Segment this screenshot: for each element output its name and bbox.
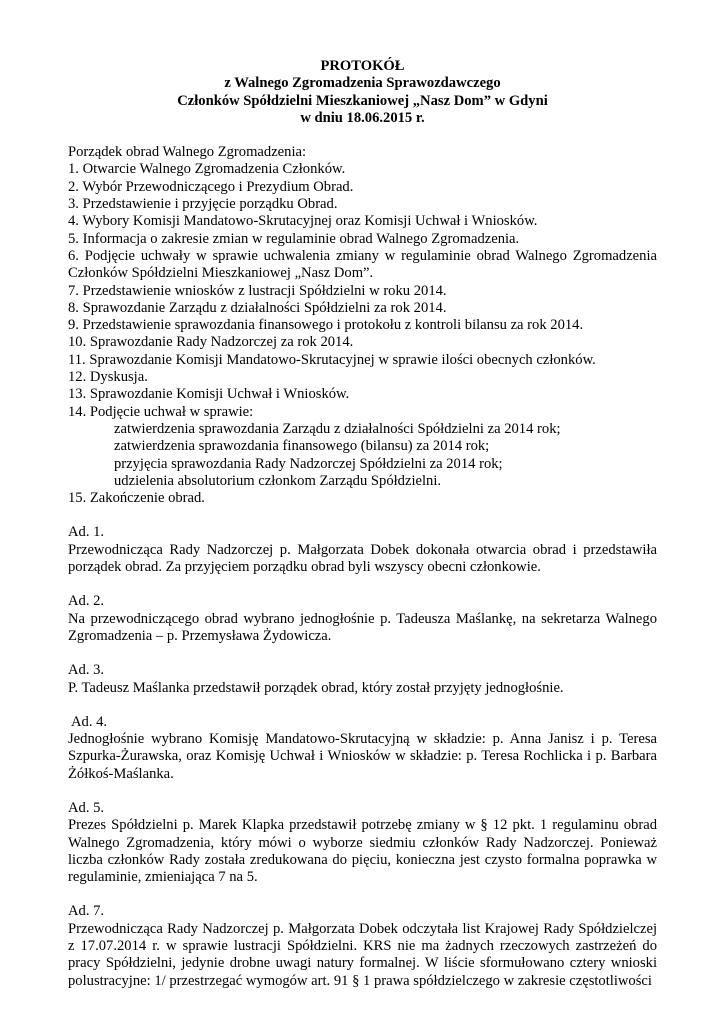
section-text: Na przewodniczącego obrad wybrano jednogłośnie p. Tadeusza Maślankę, na sekretarza Walnego Zgromadzenia – p. Przemysława Żydowicza. (68, 610, 657, 644)
agenda-item: 8. Sprawozdanie Zarządu z działalności Spółdzielni za rok 2014. (68, 299, 447, 316)
document-page (68, 58, 657, 990)
agenda-item: 4. Wybory Komisji Mandatowo-Skrutacyjnej oraz Komisji Uchwał i Wniosków. (68, 213, 538, 230)
section-ad-4 (68, 714, 657, 783)
section-text: Przewodnicząca Rady Nadzorczej p. Małgorzata Dobek dokonała otwarcia obrad i przedstawiła porządek obrad. Za przyjęciem porządku obrad byli wszyscy obecni członkowie. (68, 541, 657, 576)
section-text: Przewodnicząca Rady Nadzorczej p. Małgorzata Dobek odczytała list Krajowej Rady Spółdzielczej z 17.07.2014 r. w sprawie lustracji Spółdzielni. KRS nie ma żadnych rzeczowych zastrzeżeń do pracy Spółdzielni, jedynie drobne uwagi natury formalnej. W liście sformułowano cztery wnioski polustracyjne: 1/ przestrzegać wymogów art. 91 § 1 prawa spółdzielczego w zakresie częstotliwości (68, 920, 657, 989)
agenda-item: 1. Otwarcie Walnego Zgromadzenia Członków. (68, 161, 346, 178)
agenda-item: 3. Przedstawienie i przyjęcie porządku Obrad. (68, 196, 338, 213)
agenda-item: 14. Podjęcie uchwał w sprawie: (68, 403, 254, 420)
section-ad-2 (68, 593, 657, 645)
section-ad-1 (68, 524, 657, 576)
section-title: Ad. 7. (68, 903, 105, 920)
section-text: Prezes Spółdzielni p. Marek Klapka przedstawił potrzebę zmiany w § 12 pkt. 1 regulaminu obrad Walnego Zgromadzenia, który mówi o wyborze siedmiu członków Rady Nadzorczej. Ponieważ liczba członków Rady została zredukowana do pięciu, konieczna jest czysto formalna poprawka w regulaminie, zmieniająca 7 na 5. (68, 817, 657, 886)
agenda-item: 12. Dyskusja. (68, 369, 148, 386)
agenda-subitem: przyjęcia sprawozdania Rady Nadzorczej Spółdzielni za 2014 rok; (114, 455, 503, 472)
section-title: Ad. 5. (68, 799, 105, 816)
agenda-item: 6. Podjęcie uchwały w sprawie uchwalenia zmiany w regulaminie obrad Walnego Zgromadzenia Członków Spółdzielni Mieszkaniowej „Nasz Dom”. (68, 247, 657, 282)
agenda-subitem: zatwierdzenia sprawozdania Zarządu z działalności Spółdzielni za 2014 rok; (114, 420, 561, 437)
agenda-final-item: 15. Zakończenie obrad. (68, 490, 205, 507)
agenda-item: 7. Przedstawienie wniosków z lustracji Spółdzielni w roku 2014. (68, 282, 447, 299)
agenda-subitem: zatwierdzenia sprawozdania finansowego (bilansu) za 2014 rok; (114, 438, 490, 455)
section-ad-5 (68, 800, 657, 886)
section-text: P. Tadeusz Maślanka przedstawił porządek obrad, który został przyjęty jednogłośnie. (68, 679, 564, 696)
agenda-subitem-list (68, 421, 657, 490)
agenda-intro: Porządek obrad Walnego Zgromadzenia: (68, 144, 307, 161)
section-title: Ad. 4. (71, 713, 108, 730)
agenda-item: 13. Sprawozdanie Komisji Uchwał i Wniosków. (68, 386, 350, 403)
agenda-subitem: udzielenia absolutorium członkom Zarządu Spółdzielni. (114, 472, 442, 489)
agenda-item: 10. Sprawozdanie Rady Nadzorczej za rok 2014. (68, 334, 354, 351)
section-ad-7 (68, 903, 657, 989)
document-title (68, 58, 657, 127)
section-text: Jednogłośnie wybrano Komisję Mandatowo-Skrutacyjną w składzie: p. Anna Janisz i p. Teresa Szpurka-Żurawska, oraz Komisję Uchwał i Wniosków w składzie: p. Teresa Rochlicka i p. Barbara Żółkoś-Maślanka. (68, 731, 657, 782)
agenda-list (68, 161, 657, 420)
title-line-4: w dniu 18.06.2015 r. (300, 109, 425, 126)
section-title: Ad. 3. (68, 662, 105, 679)
section-title: Ad. 1. (68, 524, 105, 541)
section-ad-3 (68, 662, 657, 697)
agenda-item: 11. Sprawozdanie Komisji Mandatowo-Skrutacyjnej w sprawie ilości obecnych członków. (68, 351, 596, 368)
title-line-3: Członków Spółdzielni Mieszkaniowej „Nasz Dom” w Gdyni (177, 92, 548, 109)
agenda-item: 9. Przedstawienie sprawozdania finansowego i protokołu z kontroli bilansu za rok 2014. (68, 317, 584, 334)
section-title: Ad. 2. (68, 593, 105, 610)
agenda-item: 5. Informacja o zakresie zmian w regulaminie obrad Walnego Zgromadzenia. (68, 230, 520, 247)
title-line-1: PROTOKÓŁ (320, 58, 405, 74)
title-line-2: z Walnego Zgromadzenia Sprawozdawczego (224, 75, 501, 92)
agenda-item: 2. Wybór Przewodniczącego i Prezydium Obrad. (68, 178, 354, 195)
